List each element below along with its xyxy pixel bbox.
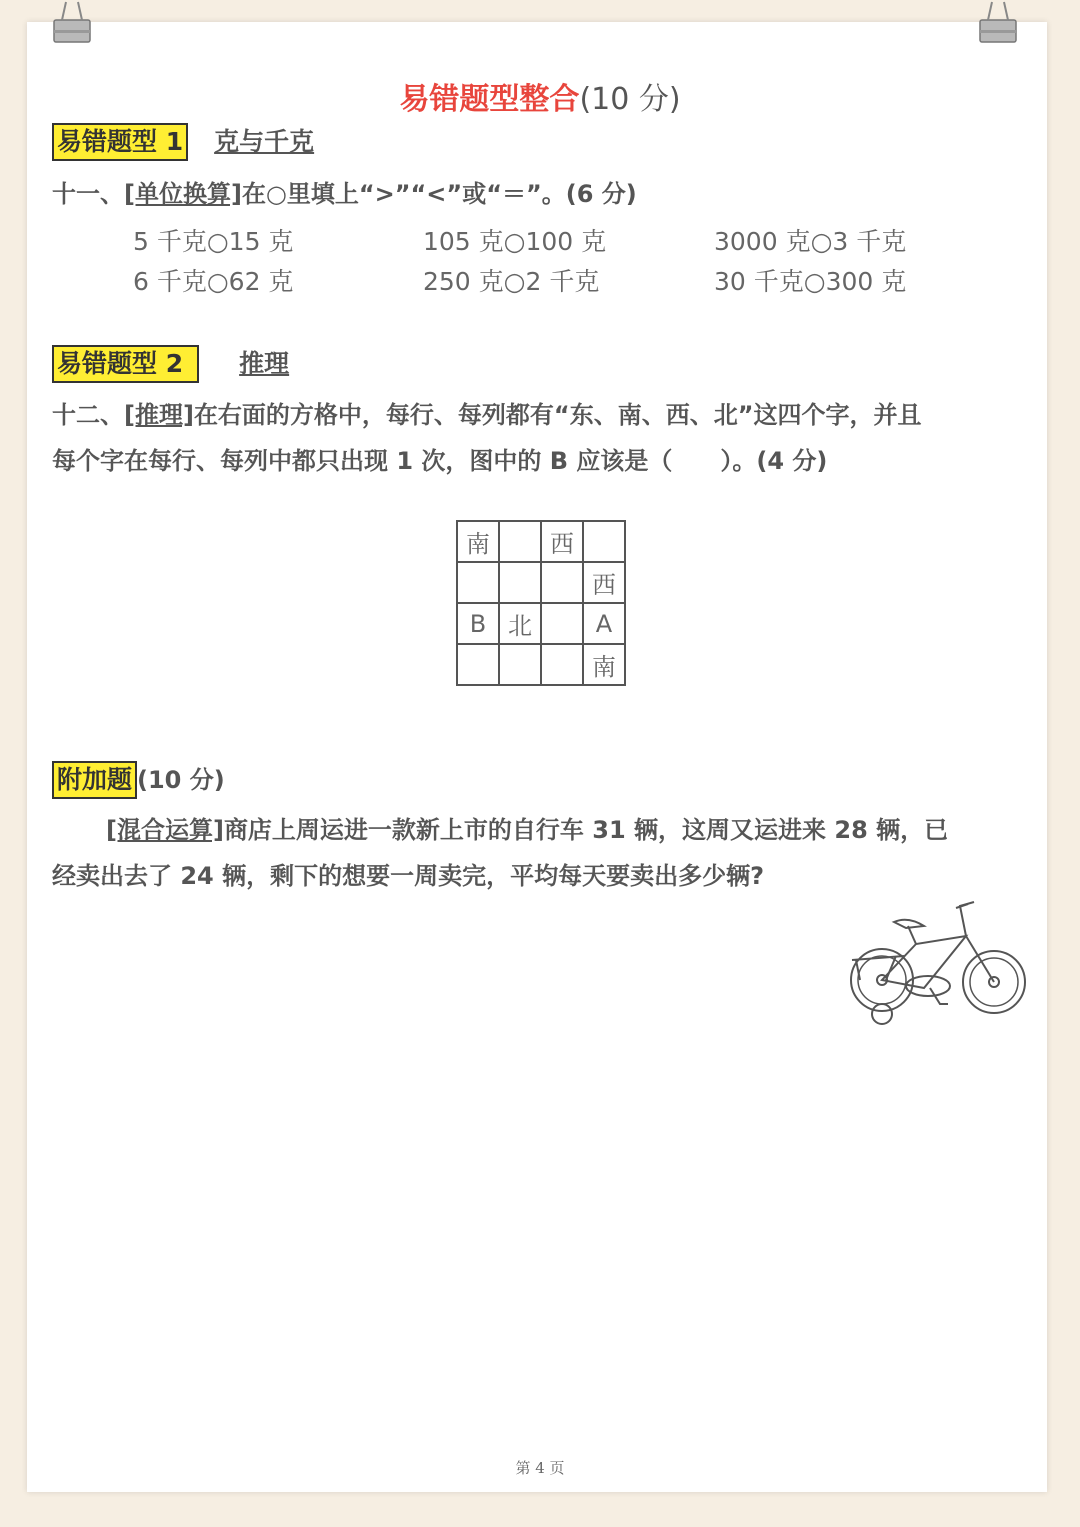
title-score: (10 分) — [579, 82, 681, 117]
bonus-score: (10 分) — [137, 766, 225, 794]
page-number: 第 4 页 — [515, 1459, 565, 1477]
section2-heading — [52, 344, 289, 383]
section1-tag: 易错题型 1 — [52, 123, 188, 161]
bonus-q-text-1: 商店上周运进一款新上市的自行车 31 辆，这周又运进来 28 辆，已 — [223, 816, 949, 844]
grid-row — [457, 521, 625, 562]
grid-cell — [541, 562, 583, 603]
bonus-tag: 附加题 — [52, 761, 137, 799]
grid-cell — [541, 644, 583, 685]
grid-cell — [499, 644, 541, 685]
grid-row — [457, 603, 625, 644]
q11-text: 在○里填上“>”“<”或“＝”。(6 分) — [241, 180, 637, 208]
grid-cell — [499, 562, 541, 603]
binder-clip-icon — [50, 0, 94, 44]
grid-cell: 西 — [541, 521, 583, 562]
grid-cell: 西 — [583, 562, 625, 603]
q12-text-1: 在右面的方格中，每行、每列都有“东、南、西、北”这四个字，并且 — [193, 401, 922, 429]
q11-prefix: 十一、 — [52, 180, 124, 208]
q11-tag: [单位换算] — [124, 180, 242, 208]
bonus-heading — [52, 760, 225, 799]
bonus-q-text-2: 经卖出去了 24 辆，剩下的想要一周卖完，平均每天要卖出多少辆? — [52, 862, 765, 890]
title-main: 易错题型整合 — [399, 82, 580, 117]
page-title — [0, 80, 1080, 120]
section2-tag: 易错题型 2 — [52, 345, 199, 383]
bicycle-icon — [846, 896, 1031, 1028]
section2-topic: 推理 — [239, 349, 290, 378]
q12-text-2: 每个字在每行、每列中都只出现 1 次，图中的 B 应该是（ ）。(4 分) — [52, 447, 828, 475]
grid-cell: 北 — [499, 603, 541, 644]
q12-tag: [推理] — [124, 401, 194, 429]
bonus-q-tag: [混合运算] — [106, 816, 224, 844]
grid-cell — [457, 562, 499, 603]
grid-row — [457, 562, 625, 603]
question-12-line2 — [52, 441, 827, 476]
question-11 — [52, 174, 637, 209]
grid-cell — [499, 521, 541, 562]
grid-cell — [457, 644, 499, 685]
compare-item: 3000 克○3 千克 — [714, 227, 907, 256]
section1-topic: 克与千克 — [214, 127, 315, 156]
grid-cell: 南 — [457, 521, 499, 562]
bonus-question-line1 — [106, 810, 948, 845]
grid-cell: B — [457, 603, 499, 644]
grid-cell: A — [583, 603, 625, 644]
bonus-question-line2 — [52, 856, 764, 891]
grid-cell — [541, 603, 583, 644]
binder-clip-icon — [976, 0, 1020, 44]
grid-row — [457, 644, 625, 685]
q12-prefix: 十二、 — [52, 401, 124, 429]
section1-heading — [52, 122, 314, 161]
compare-item: 6 千克○62 克 — [133, 267, 294, 296]
compare-item: 5 千克○15 克 — [133, 227, 294, 256]
question-12-line1 — [52, 395, 921, 430]
compare-item: 105 克○100 克 — [423, 227, 607, 256]
logic-grid — [456, 520, 626, 686]
compare-item: 250 克○2 千克 — [423, 267, 600, 296]
compare-item: 30 千克○300 克 — [714, 267, 907, 296]
grid-cell: 南 — [583, 644, 625, 685]
grid-cell — [583, 521, 625, 562]
